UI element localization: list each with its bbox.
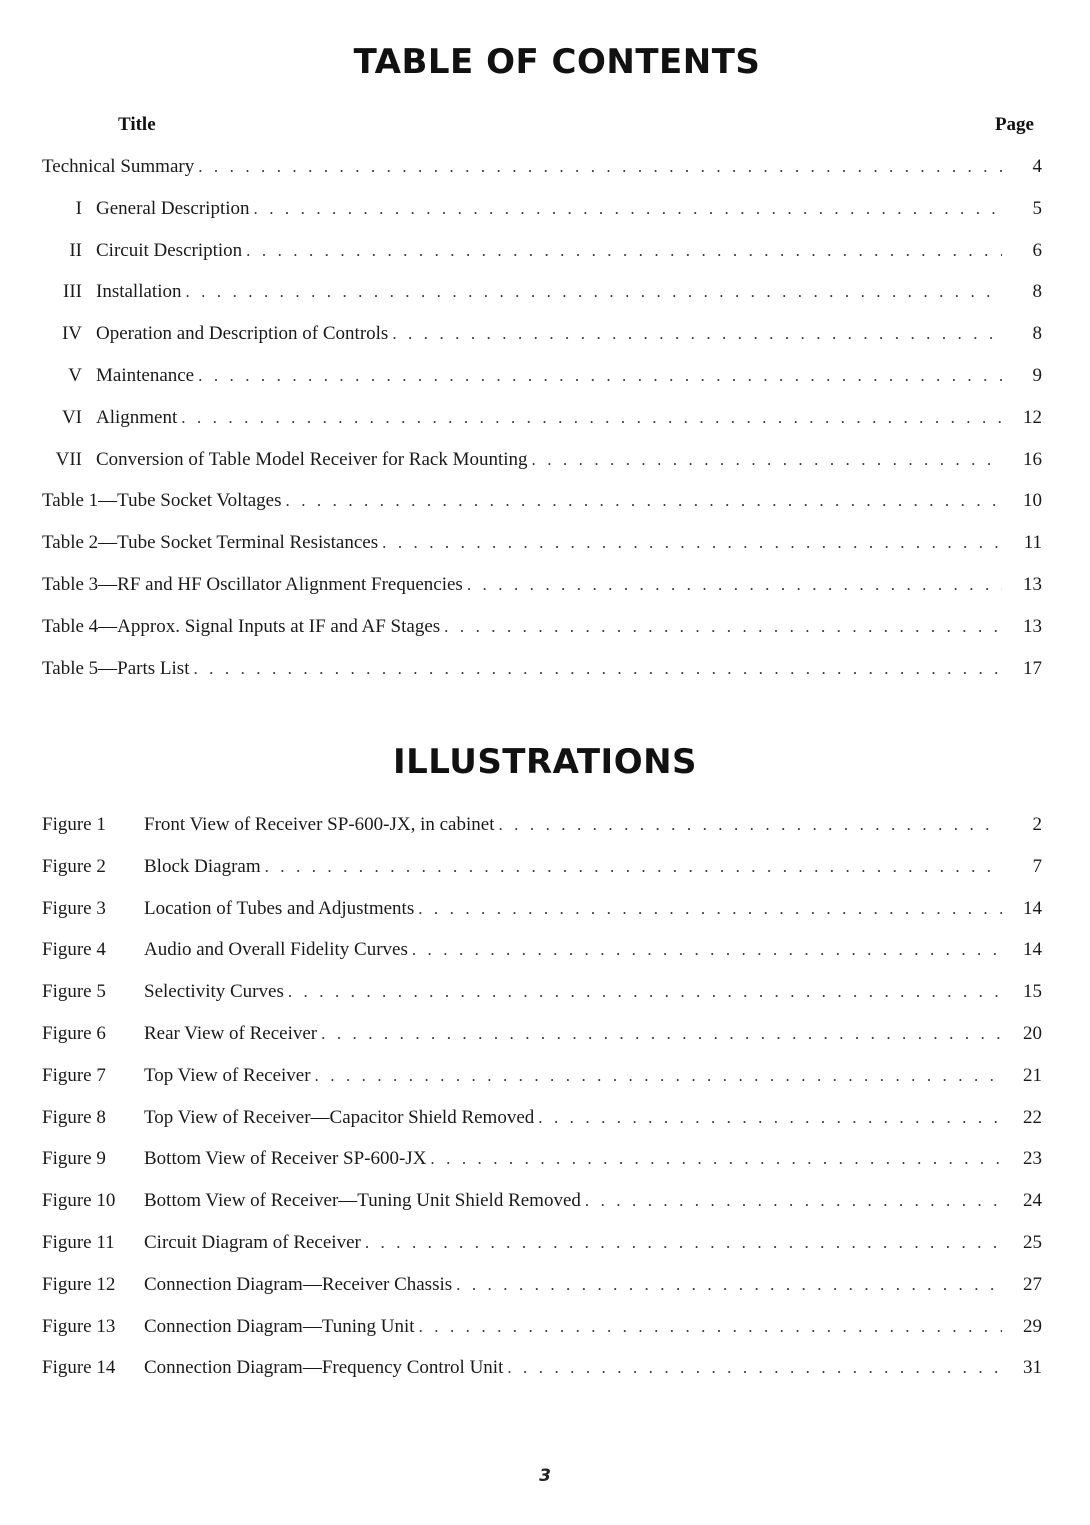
dot-leader — [419, 1312, 1002, 1342]
entry-title: Top View of Receiver — [144, 1064, 311, 1086]
entry-title: Connection Diagram—Frequency Control Unit — [144, 1357, 504, 1379]
entry-page: 5 — [1032, 197, 1042, 219]
dot-leader — [418, 894, 1002, 924]
dot-leader — [532, 445, 1002, 475]
dot-leader — [321, 1019, 1002, 1049]
entry-page: 22 — [1023, 1106, 1042, 1128]
dot-leader — [315, 1061, 1002, 1091]
entry-page: 21 — [1023, 1064, 1042, 1086]
entry-title: Conversion of Table Model Receiver for Rack Mounting — [96, 448, 528, 470]
entry-title: Table 1—Tube Socket Voltages — [42, 490, 282, 512]
dot-leader — [365, 1228, 1002, 1258]
dot-leader — [498, 810, 1002, 840]
entry-title: Block Diagram — [144, 855, 261, 877]
entry-title: Selectivity Curves — [144, 981, 284, 1003]
dot-leader — [456, 1270, 1002, 1300]
entry-title: Technical Summary — [42, 156, 195, 177]
dot-leader — [538, 1103, 1002, 1133]
dot-leader — [198, 361, 1002, 391]
entry-title: Location of Tubes and Adjustments — [144, 897, 415, 919]
entry-page: 9 — [1032, 365, 1042, 386]
entry-page: 20 — [1023, 1023, 1042, 1044]
dot-leader — [185, 277, 1002, 307]
illustration-entry — [42, 1270, 1042, 1300]
entry-page: 7 — [1032, 855, 1042, 877]
entry-title: Circuit Description — [96, 239, 243, 261]
dot-leader — [246, 236, 1002, 266]
entry-page: 16 — [1023, 448, 1042, 470]
toc-entry — [42, 445, 1042, 475]
illustration-entry — [42, 1061, 1042, 1091]
entry-page: 24 — [1023, 1190, 1042, 1212]
toc-entry — [42, 612, 1042, 642]
entry-title: Installation — [96, 281, 182, 303]
toc-entry — [42, 361, 1042, 391]
entry-page: 15 — [1023, 981, 1042, 1003]
entry-page: 14 — [1023, 897, 1042, 919]
entry-page: 8 — [1032, 323, 1042, 345]
entry-number: Figure 4 — [42, 939, 106, 961]
entry-number: Figure 11 — [42, 1232, 115, 1253]
illustration-entry — [42, 1228, 1042, 1258]
entry-page: 11 — [1023, 532, 1042, 554]
entry-number: Figure 6 — [42, 1023, 106, 1044]
entry-title: Front View of Receiver SP-600-JX, in cabinet — [144, 814, 495, 835]
dot-leader — [444, 612, 1002, 642]
dot-leader — [193, 654, 1002, 684]
entry-page: 17 — [1023, 657, 1042, 679]
entry-title: Maintenance — [96, 365, 195, 386]
toc-entry — [42, 236, 1042, 266]
entry-page: 12 — [1023, 406, 1042, 428]
entry-number: Figure 5 — [42, 981, 106, 1003]
entry-title: Top View of Receiver—Capacitor Shield Removed — [144, 1106, 535, 1128]
illustrations-title: ILLUSTRATIONS — [392, 742, 698, 782]
entry-title: Connection Diagram—Tuning Unit — [144, 1315, 415, 1337]
entry-title: Operation and Description of Controls — [96, 323, 389, 345]
toc-entry — [42, 403, 1042, 433]
entry-number: Figure 3 — [42, 897, 106, 919]
dot-leader — [467, 570, 1002, 600]
illustration-entry — [42, 1019, 1042, 1049]
dot-leader — [181, 403, 1002, 433]
toc-entry — [42, 486, 1042, 516]
toc-entry — [42, 152, 1042, 182]
entry-number: Figure 9 — [42, 1148, 106, 1170]
entry-number: Figure 14 — [42, 1357, 116, 1379]
entry-number: IV — [61, 323, 82, 345]
illustration-entry — [42, 894, 1042, 924]
dot-leader — [288, 977, 1002, 1007]
toc-entry — [42, 319, 1042, 349]
entry-page: 27 — [1023, 1273, 1042, 1295]
dot-leader — [265, 852, 1002, 882]
entry-title: Rear View of Receiver — [144, 1023, 318, 1044]
page-number: 3 — [539, 1466, 551, 1486]
entry-title: Table 3—RF and HF Oscillator Alignment Frequencies — [42, 574, 463, 595]
entry-number: V — [68, 365, 82, 386]
illustration-entry — [42, 977, 1042, 1007]
dot-leader — [286, 486, 1002, 516]
illustration-entry — [42, 1144, 1042, 1174]
page-column-header: Page — [994, 114, 1034, 135]
entry-page: 6 — [1032, 239, 1042, 261]
entry-title: General Description — [96, 197, 250, 219]
illustration-entry — [42, 852, 1042, 882]
entry-page: 29 — [1023, 1315, 1042, 1337]
entry-number: Figure 13 — [42, 1315, 116, 1337]
illustration-entry — [42, 1353, 1042, 1383]
entry-page: 13 — [1023, 615, 1042, 637]
entry-title: Alignment — [96, 406, 178, 428]
title-column-header: Title — [118, 114, 156, 135]
toc-entry — [42, 654, 1042, 684]
toc-entry — [42, 528, 1042, 558]
entry-page: 2 — [1032, 814, 1042, 835]
entry-page: 23 — [1023, 1148, 1042, 1170]
entry-title: Circuit Diagram of Receiver — [144, 1232, 361, 1253]
dot-leader — [430, 1144, 1002, 1174]
page-title: TABLE OF CONTENTS — [353, 42, 761, 82]
entry-page: 13 — [1023, 574, 1042, 595]
entry-number: I — [75, 197, 82, 219]
illustration-entry — [42, 1186, 1042, 1216]
entry-number: VI — [61, 406, 82, 428]
entry-page: 14 — [1023, 939, 1042, 961]
dot-leader — [198, 152, 1002, 182]
dot-leader — [412, 935, 1002, 965]
toc-entry — [42, 194, 1042, 224]
entry-number: Figure 1 — [42, 814, 106, 835]
toc-entry — [42, 277, 1042, 307]
entry-title: Bottom View of Receiver SP-600-JX — [144, 1148, 427, 1170]
entry-number: Figure 10 — [42, 1190, 116, 1212]
entry-number: Figure 7 — [42, 1064, 106, 1086]
entry-page: 8 — [1032, 281, 1042, 303]
entry-number: Figure 12 — [42, 1273, 116, 1295]
dot-leader — [382, 528, 1002, 558]
entry-title: Table 2—Tube Socket Terminal Resistances — [42, 532, 379, 554]
toc-entry — [42, 570, 1042, 600]
entry-title: Connection Diagram—Receiver Chassis — [144, 1273, 453, 1295]
entry-title: Audio and Overall Fidelity Curves — [144, 939, 408, 961]
dot-leader — [392, 319, 1002, 349]
dot-leader — [507, 1353, 1002, 1383]
entry-number: III — [63, 281, 82, 303]
entry-title: Bottom View of Receiver—Tuning Unit Shield Removed — [144, 1190, 581, 1212]
entry-page: 10 — [1023, 490, 1042, 512]
entry-number: VII — [55, 448, 82, 470]
illustration-entry — [42, 935, 1042, 965]
entry-title: Table 4—Approx. Signal Inputs at IF and AF Stages — [42, 615, 441, 637]
entry-page: 25 — [1023, 1232, 1042, 1253]
entry-page: 4 — [1032, 156, 1042, 177]
illustration-entry — [42, 1103, 1042, 1133]
illustration-entry — [42, 810, 1042, 840]
entry-number: Figure 8 — [42, 1106, 106, 1128]
entry-title: Table 5—Parts List — [42, 657, 190, 679]
entry-number: Figure 2 — [42, 855, 106, 877]
entry-page: 31 — [1023, 1357, 1042, 1379]
entry-number: II — [69, 239, 82, 261]
dot-leader — [254, 194, 1002, 224]
illustration-entry — [42, 1312, 1042, 1342]
dot-leader — [585, 1186, 1002, 1216]
